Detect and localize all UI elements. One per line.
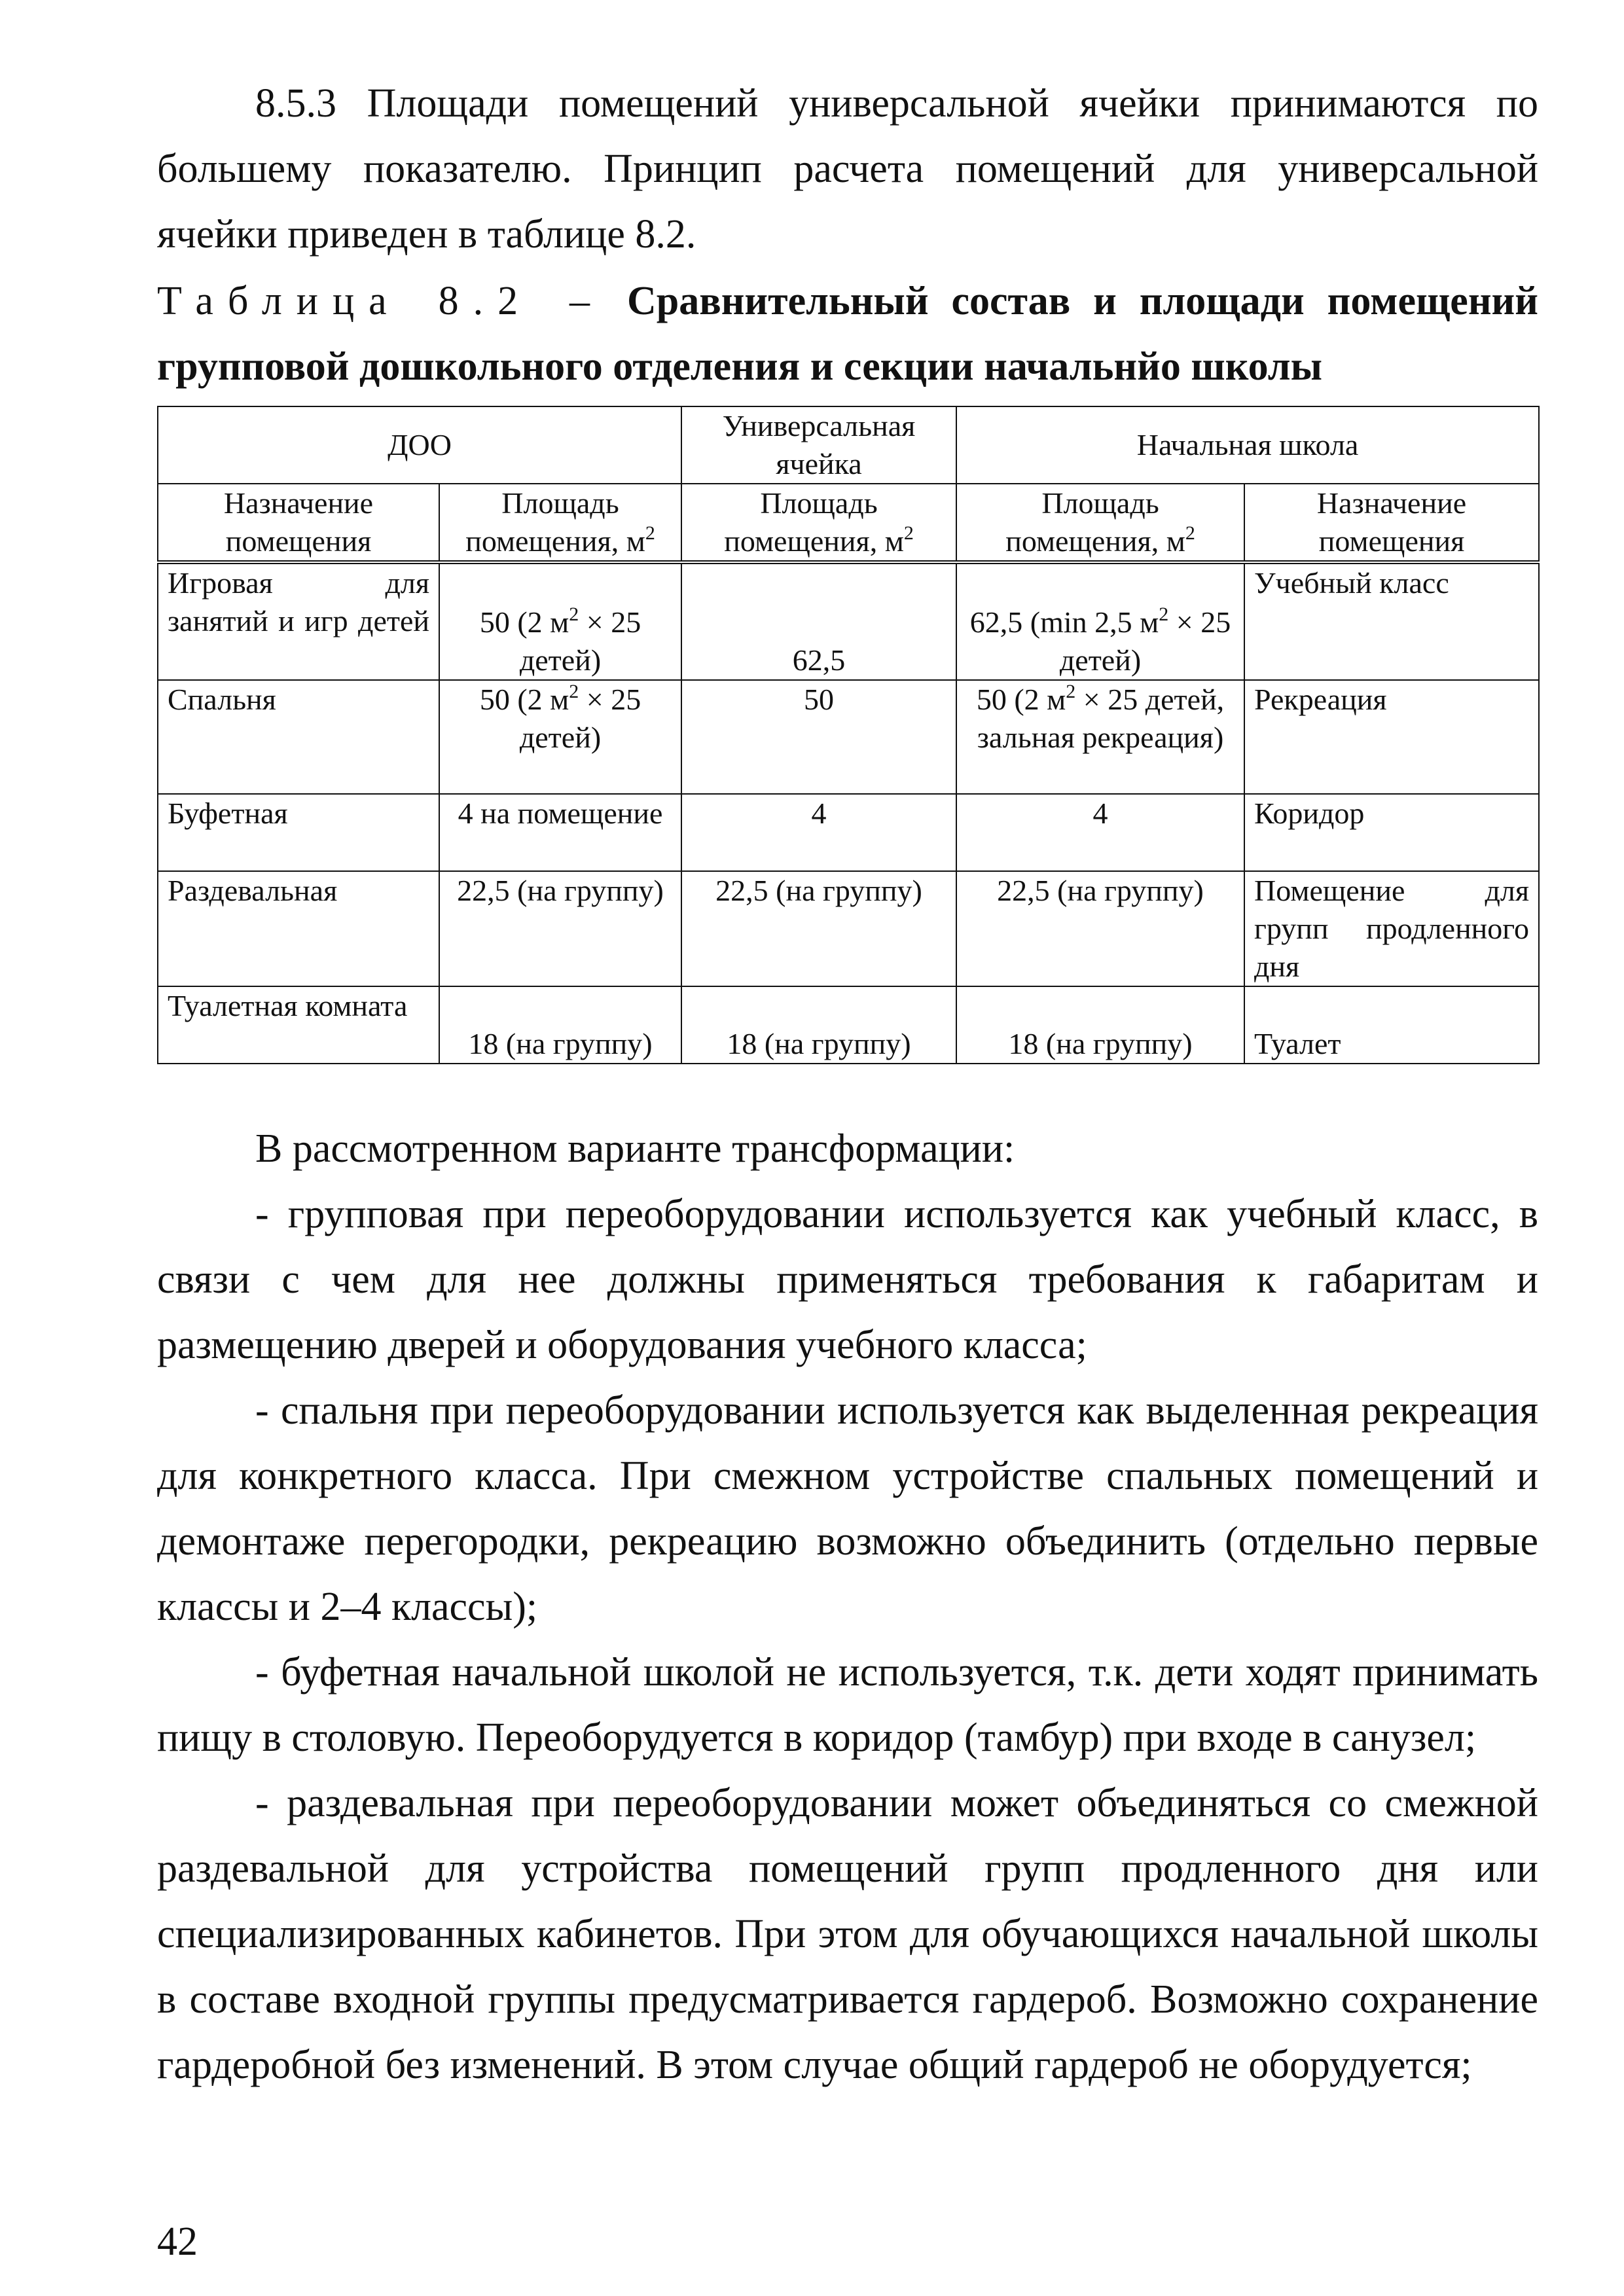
table-row [158, 794, 1539, 871]
cell-school-purpose: Помещение для групп продленного дня [1244, 871, 1539, 986]
paragraph: - раздевальная при переоборудовании может объединяться со смежной раздевальной для устройства помещений групп продленного дня или специализированных кабинетов. При этом для обучающихся начальной школы в составе входной группы предусматривается гардероб. Возможно сохранение гардеробной без изменений. В этом случае общий гардероб не оборудуется; [157, 1781, 1538, 2087]
header-primary-school: Начальная школа [956, 406, 1539, 484]
header-school-purpose: Назначение помещения [1244, 484, 1539, 562]
cell-room: Туалетная комната [158, 986, 439, 1064]
header-room-purpose: Назначение помещения [158, 484, 439, 562]
header-area-doo-text: Площадь помещения, $м^2$ [465, 486, 655, 558]
paragraph: - буфетная начальной школой не используется, т.к. дети ходят принимать пищу в столовую. Переоборудуется в коридор (тамбур) при входе в санузел; [157, 1650, 1538, 1760]
cell-school-area: 50 (2 $м^2 \times 25$ детей, зальная рекреация) [956, 680, 1244, 794]
paragraph: - спальня при переоборудовании используется как выделенная рекреация для конкретного класса. При смежном устройстве спальных помещений и демонтаже перегородки, рекреацию возможно объединить (отдельно первые классы и 2–4 классы); [157, 1388, 1538, 1629]
cell-doo-area: 50 (2 $м^2 \times 25$ детей) [439, 562, 681, 680]
cell-doo-area: 4 на помещение [439, 794, 681, 871]
paragraph: В рассмотренном варианте трансформации: [255, 1126, 1015, 1171]
cell-school-purpose: Рекреация [1244, 680, 1539, 794]
table-row [158, 562, 1539, 680]
cell-universal-area: 4 [681, 794, 956, 871]
table-row [158, 986, 1539, 1064]
header-area-doo [439, 484, 681, 562]
superscript-two: 2 [1185, 522, 1195, 544]
superscript-two: 2 [645, 522, 655, 544]
body-text [157, 1116, 1538, 2098]
cell-school-area: 18 (на группу) [956, 986, 1244, 1064]
cell-room: Спальня [158, 680, 439, 794]
header-doo: ДОО [158, 406, 681, 484]
paragraph: - групповая при переоборудовании используется как учебный класс, в связи с чем для нее должны применяться требования к габаритам и размещению дверей и оборудования учебного класса; [157, 1192, 1538, 1367]
cell-school-purpose: Учебный класс [1244, 562, 1539, 680]
comparison-table [157, 406, 1540, 1064]
cell-school-purpose: Туалет [1244, 986, 1539, 1064]
header-universal-cell: Универсальная ячейка [681, 406, 956, 484]
table-header-row-1 [158, 406, 1539, 484]
cell-school-area: 22,5 (на группу) [956, 871, 1244, 986]
cell-universal-area: 62,5 [681, 562, 956, 680]
caption-title: Сравнительный состав и площади помещений групповой дошкольного отделения и секции начальнйо школы [157, 279, 1538, 389]
cell-doo-area: 50 (2 $м^2 \times 25$ детей) [439, 680, 681, 794]
cell-universal-area: 18 (на группу) [681, 986, 956, 1064]
cell-school-purpose: Коридор [1244, 794, 1539, 871]
cell-room: Раздевальная [158, 871, 439, 986]
superscript-two: 2 [903, 522, 914, 544]
table-caption [157, 268, 1538, 399]
table-header-row-2 [158, 484, 1539, 562]
cell-doo-area: 22,5 (на группу) [439, 871, 681, 986]
intro-paragraph: 8.5.3 Площади помещений универсальной ячейки принимаются по большему показателю. Принцип расчета помещений для универсальной ячейки приведен в таблице 8.2. [157, 81, 1538, 257]
cell-doo-area: 18 (на группу) [439, 986, 681, 1064]
superscript-two: 2 [1066, 681, 1076, 702]
cell-school-area: 4 [956, 794, 1244, 871]
page-number: 42 [157, 2219, 198, 2264]
cell-room: Буфетная [158, 794, 439, 871]
cell-universal-area: 22,5 (на группу) [681, 871, 956, 986]
caption-prefix: Таблица 8.2 – [157, 279, 605, 323]
superscript-two: 2 [569, 681, 579, 702]
header-area-school: Площадь помещения, $м^2$ [956, 484, 1244, 562]
header-area-universal: Площадь помещения, $м^2$ [681, 484, 956, 562]
cell-universal-area: 50 [681, 680, 956, 794]
cell-school-area: 62,5 (min 2,5 $м^2 \times 25$ детей) [956, 562, 1244, 680]
table-row [158, 680, 1539, 794]
table-row [158, 871, 1539, 986]
superscript-two: 2 [569, 603, 579, 625]
superscript-two: 2 [1159, 603, 1169, 625]
cell-room: Игровая для занятий и игр детей [158, 562, 439, 680]
